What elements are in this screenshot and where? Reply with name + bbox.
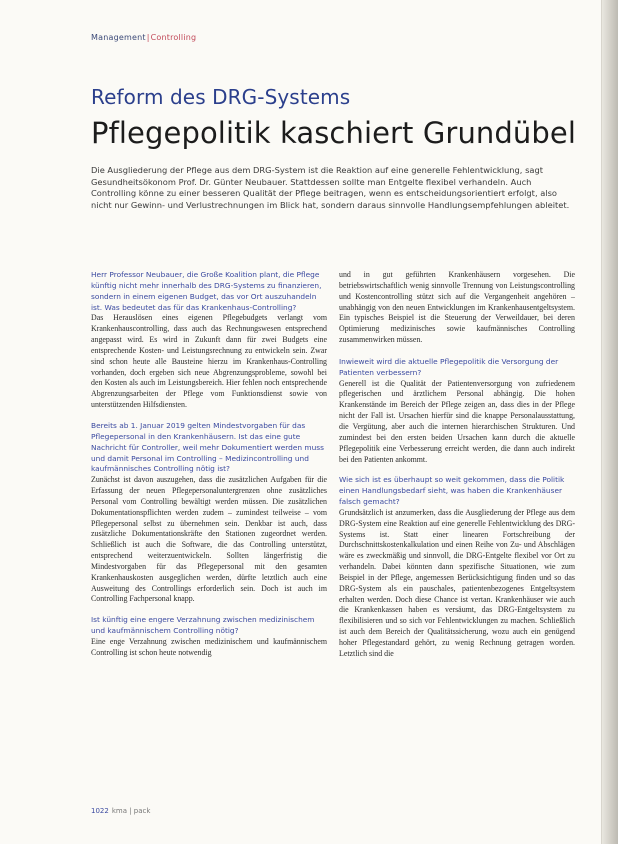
interview-question: Herr Professor Neubauer, die Große Koalition plant, die Pflege künftig nicht mehr innerhalb des DRG-Systems zu finanzieren, sondern in einem eigenen Budget, das vor Ort auszuhandeln ist. Was bedeutet das für das Krankenhaus-Controlling?	[91, 270, 322, 312]
subsection-label: Controlling	[150, 33, 197, 42]
publication-name: kma | pack	[111, 807, 151, 815]
article-kicker: Reform des DRG-Systems	[91, 85, 351, 109]
left-column	[91, 270, 327, 669]
interview-answer: Generell ist die Qualität der Patientenversorgung von zufriedenem pflegerischen und ärztlichem Personal abhängig. Die hohen Krankenstände im Bereich der Pflege zeigen an, dass dies in der Pflege nicht der Fall ist. Ursachen hierfür sind die knappe Personalausstattung, die Vergütung, aber auch die internen hierarchischen Strukturen. Und zumindest bei den ersten beiden Ursachen kann durch die aktuelle Pflegepolitik eine Verbesserung erreicht werden, die dann auch indirekt bei den Patienten ankommt.	[339, 378, 575, 464]
section-header: Management|Controlling	[91, 33, 197, 42]
page-footer	[91, 807, 150, 815]
article-title: Pflegepolitik kaschiert Grundübel	[91, 116, 576, 150]
article-lead: Die Ausgliederung der Pflege aus dem DRG-System ist die Reaktion auf eine generelle Fehlentwicklung, sagt Gesundheitsökonom Prof. Dr. Günter Neubauer. Stattdessen sollte man Entgelte flexibel verhandeln. Auch Controlling könne zu einer besseren Qualität der Pflege beitragen, wenn es entscheidungsorientiert erfolgt, also nicht nur Gewinn- und Verlustrechnungen im Blick hat, sondern daraus sinnvolle Handlungsempfehlungen ableitet.	[91, 165, 570, 210]
interview-answer: Das Herauslösen eines eigenen Pflegebudgets verlangt vom Krankenhauscontrolling, dass auch das Rechnungswesen entsprechend angepasst wird. Es wird in Zukunft dann für zwei Budgets eine entsprechende Kosten- und Leistungsrechnung zu entwickeln sein. Zwar sind schon heute alle Bausteine hierzu im Krankenhaus-Controlling vorhanden, doch ergeben sich neue Abgrenzungsprobleme, sowohl bei den Kosten als auch im Leistungsbereich. Hier fehlen noch entsprechende Abgrenzungsarbeiten der Pflege vom Funktionsdienst sowie von unterstützenden Hilfsdiensten.	[91, 313, 327, 410]
right-column	[339, 270, 575, 670]
interview-question: Wie sich ist es überhaupt so weit gekommen, dass die Politik einen Handlungsbedarf sieht, was haben die Krankenhäuser falsch gemacht?	[339, 475, 565, 507]
interview-question: Bereits ab 1. Januar 2019 gelten Mindestvorgaben für das Pflegepersonal in den Krankenhäusern. Ist das eine gute Nachricht für Controller, weil mehr Dokumentiert werden muss und damit Personal im Controlling – Medizincontrolling und kaufmännisches Controlling nötig ist?	[91, 420, 325, 474]
interview-question: Ist künftig eine engere Verzahnung zwischen medizinischem und kaufmännischem Controlling nötig?	[91, 615, 315, 636]
section-label: Management	[91, 33, 146, 42]
interview-answer: Grundsätzlich ist anzumerken, dass die Ausgliederung der Pflege aus dem DRG-System eine Reaktion auf eine generelle Fehlentwicklung des DRG-Systems ist. Statt einer linearen Fortschreibung der Durchschnittskostenkalkulation und einen Reihe von Zu- und Abschlägen wäre es zweckmäßig und sinnvoll, die DRG-Entgelte flexibel vor Ort zu verhandeln. Dabei könnten dann spezifische Situationen, wie zum Beispiel in der Pflege, angemessen Berücksichtigung finden und so das DRG-System als ein pauschales, patientenbezogenes Entgeltsystem erhalten werden. Doch diese Chance ist vertan. Krankenhäuser wie auch die Krankenkassen haben es versäumt, das DRG-Entgeltsystem zu flexibilisieren und so sich vor Fehlentwicklungen zu machen. Schließlich ist auch dem Bereich der Qualitätssicherung, wozu auch ein genügend hoher Pflegestandard gehört, zu wenig Rechnung getragen worden. Letztlich sind die	[339, 507, 575, 658]
page-number: 1022	[91, 807, 109, 815]
interview-answer: Eine enge Verzahnung zwischen medizinischem und kaufmännischem Controlling ist schon heute notwendig	[91, 637, 327, 657]
interview-answer: Zunächst ist davon auszugehen, dass die zusätzlichen Aufgaben für die Erfassung der neuen Pflegepersonaluntergrenzen ohne zusätzliches Personal vom Controlling bewältigt werden müssen. Die zusätzlichen Dokumentationspflichten werden zudem – zumindest teilweise – vom Pflegepersonal selbst zu übernehmen sein. Denkbar ist auch, dass zusätzliche Dokumentationskräfte den Stationen zugeordnet werden. Schließlich ist auch die Software, die das Controlling unterstützt, entsprechend weiterzuentwickeln. Sollten längerfristig die Mindestvorgaben für das Pflegepersonal mit den gesamten Krankenhauskosten ausgeglichen werden, dürfte letztlich auch eine Ausweitung des Controllings erforderlich sein. Doch ist auch im Controlling Fachpersonal knapp.	[91, 475, 327, 604]
answer-continuation: und in gut geführten Krankenhäusern vorgesehen. Die betriebswirtschaftlich wenig sinnvolle Trennung von Leistungscontrolling und Kostencontrolling stützt sich auf die Vergangenheit angehören – unabhängig von den neuen Entwicklungen im Krankenhausentgeltsystem. Ein typisches Beispiel ist die Steuerung der Verweildauer, bei deren Optimierung medizinisches sowie kaufmännisches Controlling zusammenwirken müssen.	[339, 270, 575, 345]
interview-question: Inwieweit wird die aktuelle Pflegepolitik die Versorgung der Patienten verbessern?	[339, 356, 559, 377]
